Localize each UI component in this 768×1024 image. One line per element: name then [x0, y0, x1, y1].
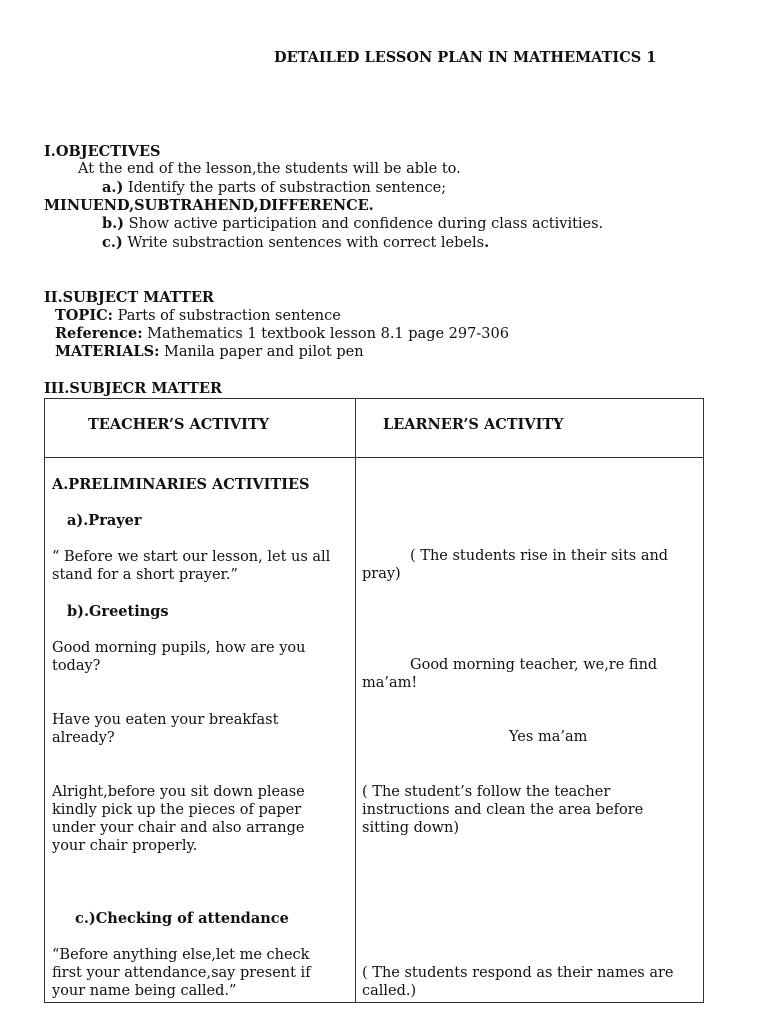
teacher-breakfast-line-1: Have you eaten your breakfast [52, 712, 279, 728]
reference-value: Mathematics 1 textbook lesson 8.1 page 297-306 [142, 326, 509, 342]
teacher-column-label: TEACHER’S ACTIVITY [88, 416, 270, 433]
reference-line [55, 325, 509, 342]
reference-label: Reference: [55, 325, 143, 342]
greetings-heading: b).Greetings [67, 603, 169, 620]
topic-label: TOPIC: [55, 307, 113, 324]
learner-tidy-line-2: instructions and clean the area before [362, 802, 644, 818]
teacher-tidy-line-3: under your chair and also arrange [52, 820, 305, 836]
learner-tidy-line-3: sitting down) [362, 820, 460, 836]
objective-a-text: Identify the parts of substraction sentence; [123, 180, 447, 196]
teacher-attendance-line-2: first your attendance,say present if [52, 965, 311, 981]
teacher-prayer-line-2: stand for a short prayer.” [52, 567, 238, 583]
learner-greeting-line-1: Good morning teacher, we,re find [410, 657, 658, 673]
attendance-heading: c.)Checking of attendance [75, 910, 289, 927]
teacher-prayer-line-1: “ Before we start our lesson, let us all [52, 549, 331, 565]
table-body-row [45, 458, 704, 1003]
learner-prayer-line-1: ( The students rise in their sits and [410, 548, 669, 564]
teacher-tidy-line-1: Alright,before you sit down please [52, 784, 305, 800]
table-header-row [45, 399, 704, 458]
learner-attendance-line-1: ( The students respond as their names are [362, 965, 674, 981]
objective-c [102, 234, 489, 251]
learner-breakfast-response: Yes ma’am [509, 729, 588, 745]
learner-activity-cell [356, 458, 704, 1003]
teacher-attendance-line-1: “Before anything else,let me check [52, 947, 310, 963]
learner-greeting-line-2: ma’am! [362, 675, 418, 691]
objective-a-continuation: MINUEND,SUBTRAHEND,DIFFERENCE. [44, 197, 374, 214]
objective-b-text: Show active participation and confidence during class activities. [124, 216, 604, 232]
teacher-greeting-line-2: today? [52, 658, 101, 674]
objective-c-period: . [484, 234, 490, 251]
objective-b [102, 215, 603, 232]
teacher-tidy-line-2: kindly pick up the pieces of paper [52, 802, 302, 818]
activity-table [44, 398, 704, 1003]
teacher-activity-cell [45, 458, 356, 1003]
materials-value: Manila paper and pilot pen [159, 344, 364, 360]
objective-c-text: Write substraction sentences with correct lebels [122, 235, 485, 251]
learner-prayer-line-2: pray) [362, 566, 401, 582]
objective-b-label: b.) [102, 215, 125, 232]
subject-matter-heading: II.SUBJECT MATTER [44, 289, 214, 306]
teacher-column-header [45, 399, 356, 458]
learner-column-label: LEARNER’S ACTIVITY [383, 416, 564, 433]
objectives-intro: At the end of the lesson,the students will be able to. [78, 161, 461, 177]
objective-a-label: a.) [102, 179, 124, 196]
topic-value: Parts of substraction sentence [113, 308, 341, 324]
learner-tidy-line-1: ( The student’s follow the teacher [362, 784, 611, 800]
section-three-heading: III.SUBJECR MATTER [44, 380, 222, 397]
materials-label: MATERIALS: [55, 343, 160, 360]
teacher-attendance-line-3: your name being called.” [52, 983, 237, 999]
teacher-tidy-line-4: your chair properly. [52, 838, 198, 854]
topic-line [55, 307, 341, 324]
objective-c-label: c.) [102, 234, 123, 251]
learner-column-header [356, 399, 704, 458]
learner-attendance-line-2: called.) [362, 983, 417, 999]
prayer-heading: a).Prayer [67, 512, 142, 529]
objective-a [102, 179, 446, 196]
document-title: DETAILED LESSON PLAN IN MATHEMATICS 1 [274, 49, 657, 66]
objectives-heading: I.OBJECTIVES [44, 143, 161, 160]
teacher-breakfast-line-2: already? [52, 730, 115, 746]
teacher-greeting-line-1: Good morning pupils, how are you [52, 640, 306, 656]
preliminaries-heading: A.PRELIMINARIES ACTIVITIES [52, 476, 310, 493]
materials-line [55, 343, 364, 360]
